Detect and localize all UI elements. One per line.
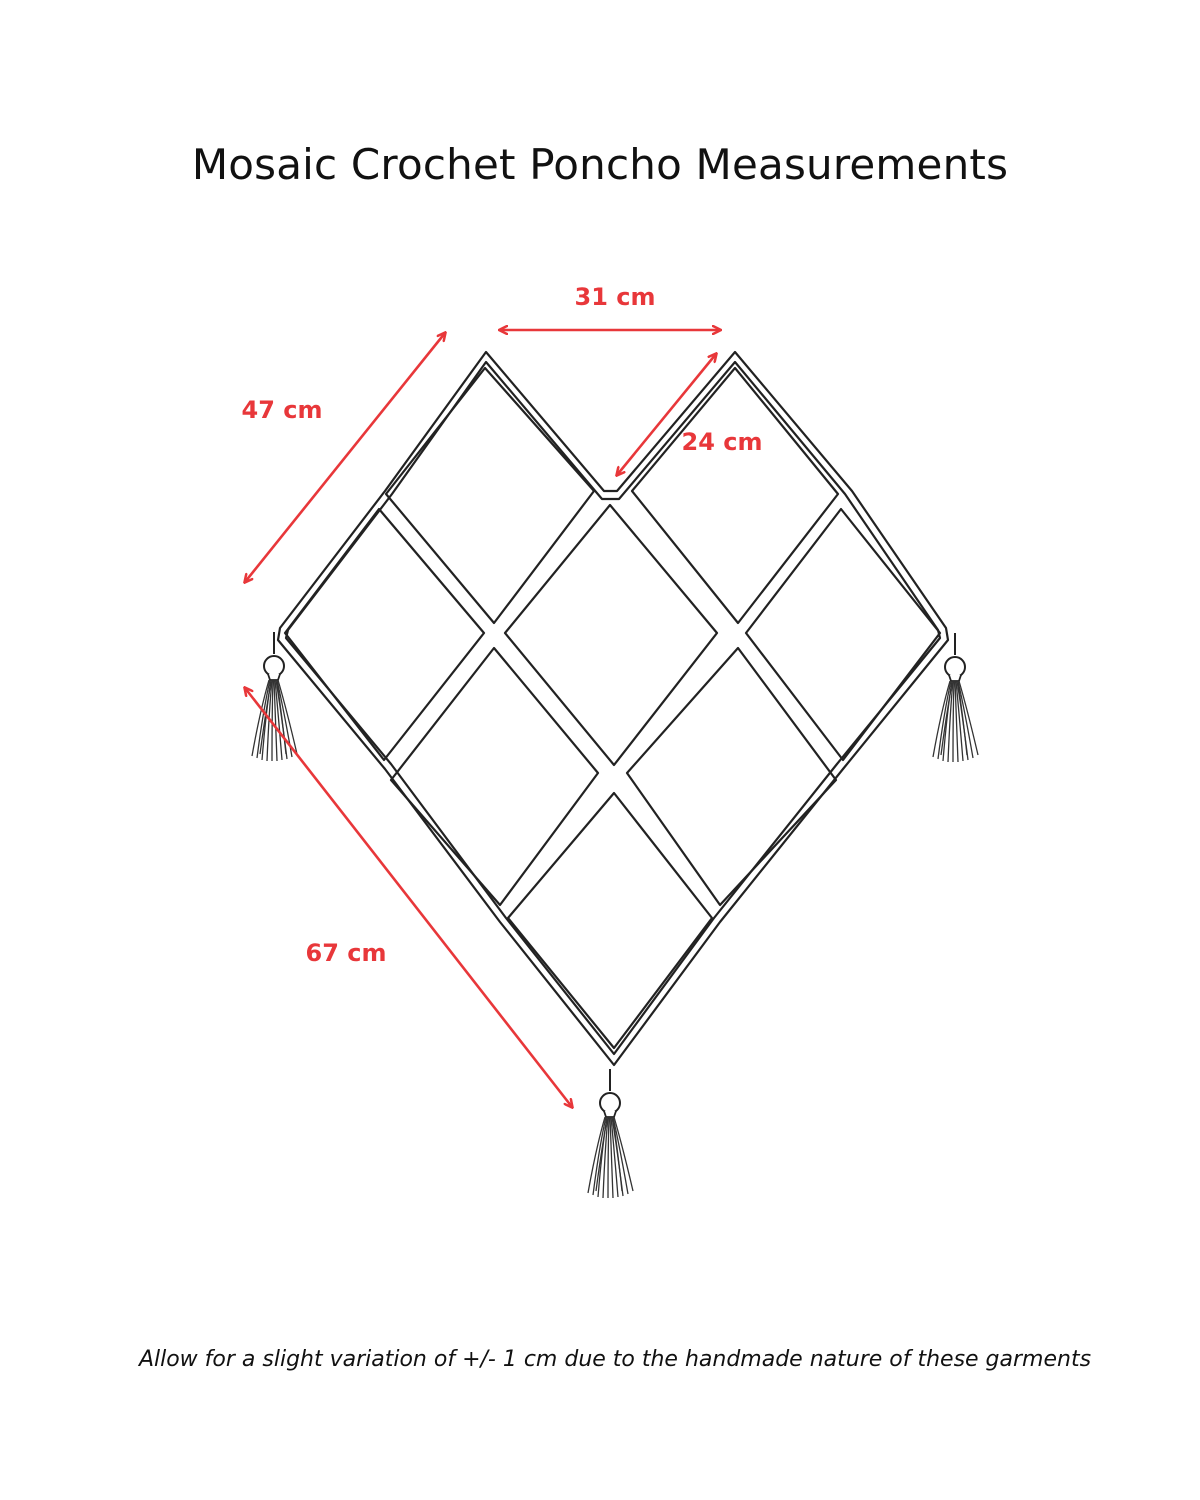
measure-label-left: 47 cm [241, 396, 323, 424]
page-title: Mosaic Crochet Poncho Measurements [191, 140, 1009, 189]
measure-label-long: 67 cm [305, 939, 387, 967]
measure-label-top: 31 cm [574, 283, 656, 311]
measure-arrows [245, 330, 720, 1107]
tassel-icon-left [252, 632, 297, 761]
tassel-icon-right [933, 633, 978, 762]
tassel-icon-bottom [588, 1069, 633, 1198]
variation-note: Allow for a slight variation of +/- 1 cm due to the handmade nature of these garments [138, 1347, 1092, 1372]
double-arrow-icon-inner [617, 354, 716, 475]
measure-label-inner: 24 cm [681, 428, 763, 456]
double-arrow-icon-long [245, 688, 572, 1107]
